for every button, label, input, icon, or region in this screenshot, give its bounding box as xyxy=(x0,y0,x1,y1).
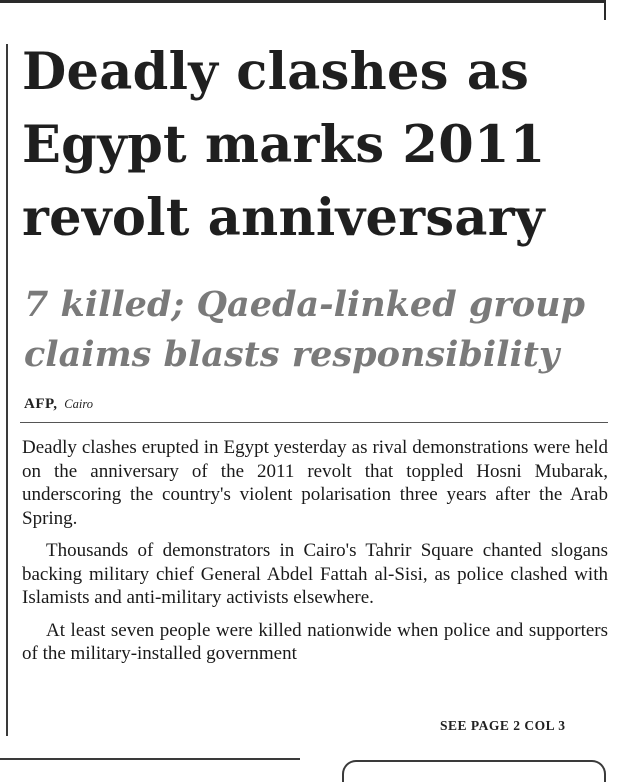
article-body xyxy=(22,436,608,675)
continuation-jump-line[interactable]: SEE PAGE 2 COL 3 xyxy=(440,718,566,733)
byline-divider xyxy=(20,422,608,423)
byline xyxy=(24,396,93,413)
paragraph-2: Thousands of demonstrators in Cairo's Tahrir Square chanted slogans backing military chief General Abdel Fattah al-Sisi, as police clashed with Islamists and anti-military activists elsewhere. xyxy=(22,540,608,608)
headline: Deadly clashes as Egypt marks 2011 revolt anniversary xyxy=(22,42,546,248)
byline-location: Cairo xyxy=(64,397,93,411)
next-article-box-edge xyxy=(342,760,606,782)
bottom-border-rule xyxy=(0,758,300,760)
column-rule xyxy=(6,44,8,736)
paragraph-3: At least seven people were killed nationwide when police and supporters of the military-installed government xyxy=(22,619,608,664)
subheadline: 7 killed; Qaeda-linked group claims blasts responsibility xyxy=(24,284,586,375)
top-border-rule xyxy=(0,0,604,3)
byline-agency: AFP, xyxy=(24,396,58,412)
paragraph-1: Deadly clashes erupted in Egypt yesterday as rival demonstrations were held on the anniversary of the 2011 revolt that toppled Hosni Mubarak, underscoring the country's violent polarisation three years after the Arab Spring. xyxy=(22,437,608,529)
right-border-rule xyxy=(604,0,606,20)
